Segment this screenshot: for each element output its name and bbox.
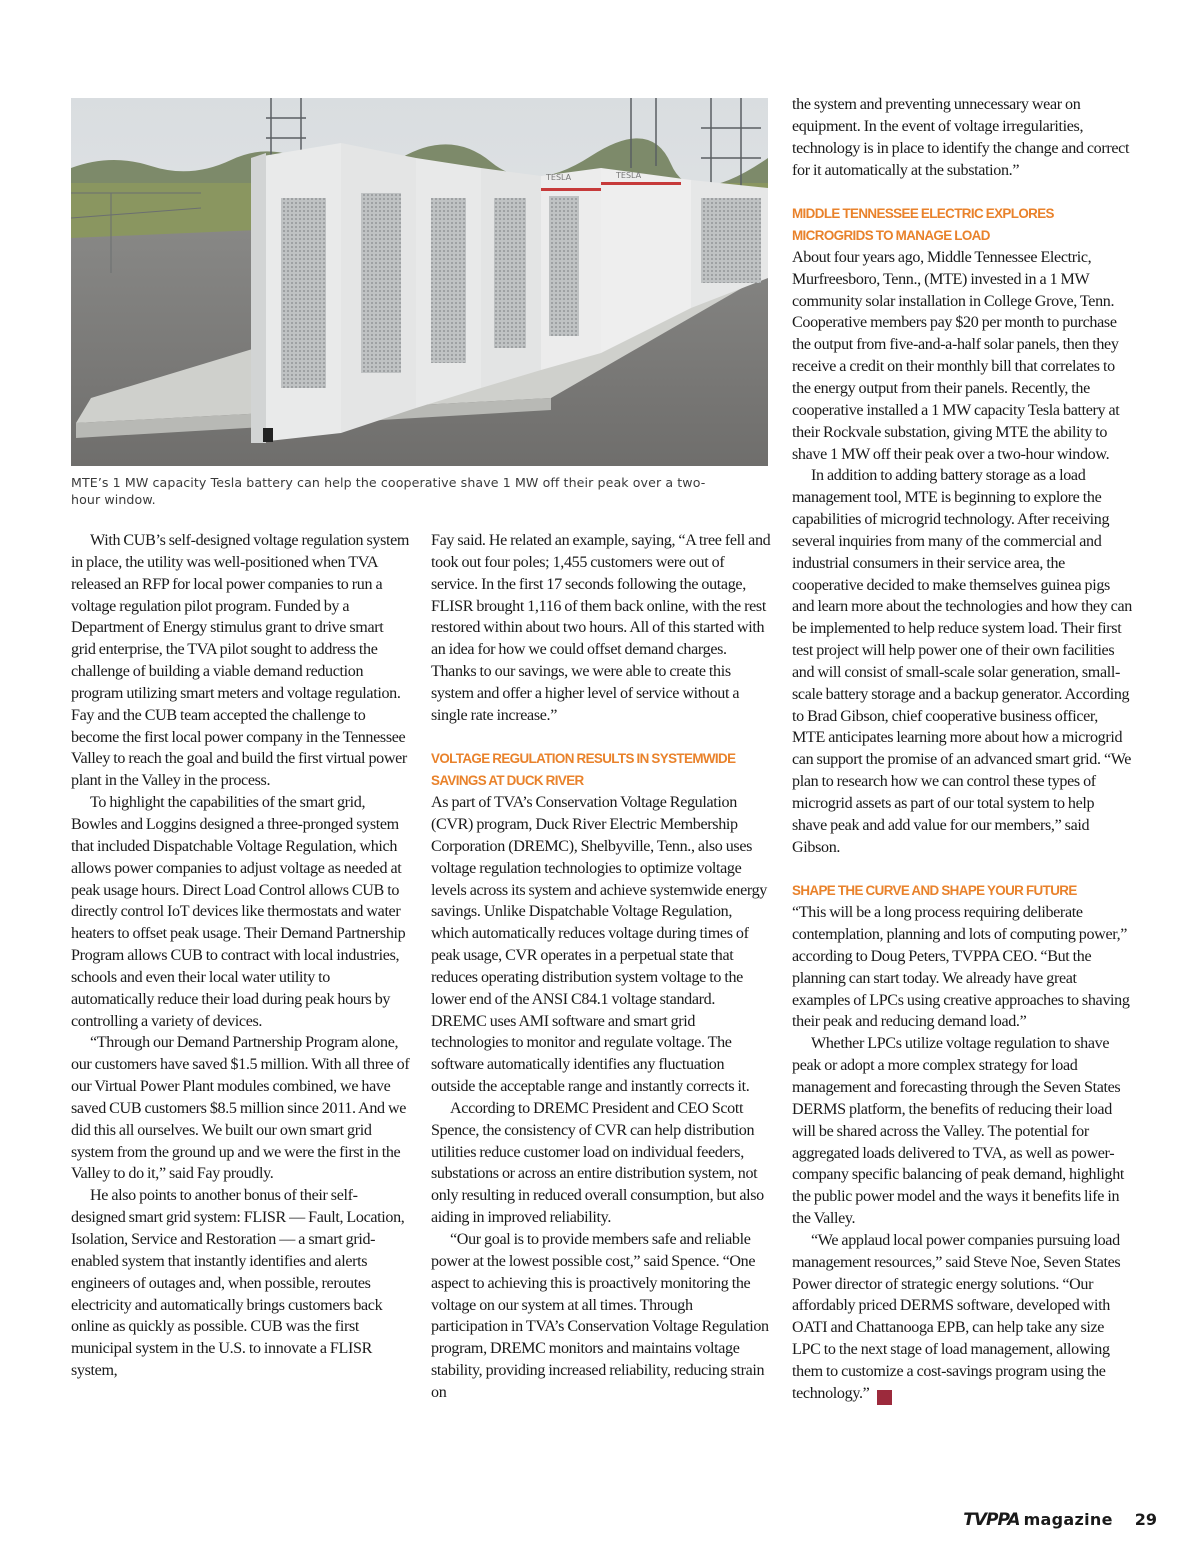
cabinet-brand-text: TESLA: [546, 173, 572, 182]
article-column-2: [431, 530, 771, 1404]
paragraph: Fay said. He related an example, saying, “A tree fell and took out four poles; 1,455 customers were out of service. In the first 17 seconds following the outage, FLISR brought 1,116 of them back online, with the rest restored within about two hours. All of this started with an idea for how we could offset demand charges. Thanks to our savings, we were able to create this system and offer a higher level of service without a single rate increase.”: [431, 532, 771, 724]
page-footer: [963, 1510, 1157, 1530]
article-column-1: [71, 530, 411, 1382]
article-column-3: [792, 94, 1132, 1405]
paragraph: About four years ago, Middle Tennessee Electric, Murfreesboro, Tenn., (MTE) invested in a 1 MW community solar installation in College Grove, Tenn. Cooperative members pay $20 per month to purchase the output from five-and-a-half solar panels, then they receive a credit on their monthly bill that correlates to the energy output from their panels. Recently, the cooperative installed a 1 MW capacity Tesla battery at their Rockvale substation, giving MTE the ability to shave 1 MW off their peak over a two-hour window.: [792, 248, 1120, 463]
cabinet-brand-text-2: TESLA: [616, 171, 642, 180]
footer-magazine: magazine: [1023, 1510, 1113, 1529]
end-mark-icon: T: [877, 1390, 892, 1405]
final-paragraph: [792, 1230, 1132, 1405]
battery-photo: [71, 98, 768, 466]
paragraph: To highlight the capabilities of the smart grid, Bowles and Loggins designed a three-pronged system that included Dispatchable Voltage Regulation, which allows power companies to adjust voltage as needed at peak usage hours. Direct Load Control allows CUB to directly control IoT devices like thermostats and water heaters to offset peak usage. Their Demand Partnership Program allows CUB to contract with local industries, schools and even their local water utility to automatically reduce their load during peak hours by controlling a variety of devices.: [71, 794, 406, 1030]
paragraph: According to DREMC President and CEO Scott Spence, the consistency of CVR can help distribution utilities reduce customer load on individual feeders, substations or across an entire distribution system, not only resulting in reduced overall consumption, but also aiding in improved reliability.: [431, 1099, 764, 1227]
paragraph: He also points to another bonus of their self-designed smart grid system: FLISR — Fault, Location, Isolation, Service and Restoration — a smart grid-enabled system that instantly identifies and alerts engineers of outages and, when possible, reroutes electricity and automatically brings customers back online as quickly as possible. CUB was the first municipal system in the U.S. to innovate a FLISR system,: [71, 1187, 405, 1380]
paragraph: As part of TVA’s Conservation Voltage Regulation (CVR) program, Duck River Electric Membership Corporation (DREMC), Shelbyville, Tenn., also uses voltage regulation technologies to optimize voltage levels across its system and achieve systemwide energy savings. Unlike Dispatchable Voltage Regulation, which automatically reduces voltage during times of peak usage, CVR operates in a perpetual state that reduces operating distribution system voltage to the lower end of the ANSI C84.1 voltage standard. DREMC uses AMI software and smart grid technologies to monitor and regulate voltage. The software automatically identifies any fluctuation outside the acceptable range and instantly corrects it.: [431, 794, 767, 1096]
paragraph: With CUB’s self-designed voltage regulation system in place, the utility was well-positioned when TVA released an RFP for local power companies to run a voltage regulation pilot program. Funded by a Department of Energy stimulus grant to drive smart grid enterprise, the TVA pilot sought to address the challenge of building a viable demand reduction program utilizing smart meters and voltage regulation. Fay and the CUB team accepted the challenge to become the first local power company in the Tennessee Valley to reach the goal and build the first virtual power plant in the Valley in the process.: [71, 532, 410, 790]
page-number: 29: [1134, 1510, 1157, 1529]
section-heading-shape: SHAPE THE CURVE AND SHAPE YOUR FUTURE: [792, 883, 1077, 899]
photo-caption: MTE’s 1 MW capacity Tesla battery can help the cooperative shave 1 MW off their peak over a two-hour window.: [71, 475, 706, 507]
footer-brand: TVPPA: [963, 1510, 1020, 1530]
paragraph: In addition to adding battery storage as a load management tool, MTE is beginning to explore the capabilities of microgrid technology. After receiving several inquiries from many of the commercial and industrial consumers in their service area, the cooperative decided to make themselves guinea pigs and learn more about the technologies and how they can be implemented to help reduce system load. Their first test project will help power one of their own facilities and will consist of small-scale solar generation, small-scale battery storage and a backup generator. According to Brad Gibson, chief cooperative business officer, MTE anticipates learning more about how a microgrid can support the promise of an advanced smart grid. “We plan to research how we can control these types of microgrid assets as part of our total system to help shave peak and add value for our members,” said Gibson.: [792, 467, 1132, 856]
paragraph: the system and preventing unnecessary wear on equipment. In the event of voltage irregularities, technology is in place to identify the change and correct for it automatically at the substation.”: [792, 96, 1130, 179]
paragraph: Whether LPCs utilize voltage regulation to shave peak or adopt a more complex strategy for load management and forecasting through the Seven States DERMS platform, the benefits of reducing their load will be shared across the Valley. The potential for aggregated loads delivered to TVA, as well as power-company specific balancing of peak demand, highlight the public power model and the ways it benefits life in the Valley.: [792, 1035, 1125, 1228]
paragraph: “This will be a long process requiring deliberate contemplation, planning and lots of computing power,” according to Doug Peters, TVPPA CEO. “But the planning can start today. We already have great examples of LPCs using creative approaches to shaving their peak and reducing demand load.”: [792, 904, 1130, 1031]
paragraph: “Our goal is to provide members safe and reliable power at the lowest possible cost,” said Spence. “One aspect to achieving this is proactively monitoring the voltage on our system at all times. Through participation in TVA’s Conservation Voltage Regulation program, DREMC monitors and maintains voltage stability, providing increased reliability, reducing strain on: [431, 1231, 769, 1401]
final-paragraph-text: “We applaud local power companies pursuing load management resources,” said Steve Noe, Seven States Power director of strategic energy solutions. “Our affordably priced DERMS software, developed with OATI and Chattanooga EPB, can help take any size LPC to the next stage of load management, allowing them to customize a cost-savings program using the technology.”: [792, 1231, 1121, 1402]
paragraph: “Through our Demand Partnership Program alone, our customers have saved $1.5 million. With all three of our Virtual Power Plant modules combined, we have saved CUB customers $8.5 million since 2011. And we did this all ourselves. We built our own smart grid system from the ground up and we were the first in the Valley to do it,” said Fay proudly.: [71, 1034, 410, 1183]
photo-illustration: [71, 98, 768, 466]
section-heading-voltage: VOLTAGE REGULATION RESULTS IN SYSTEMWIDE SAVINGS AT DUCK RIVER: [431, 751, 736, 789]
section-heading-mte: MIDDLE TENNESSEE ELECTRIC EXPLORES MICROGRIDS TO MANAGE LOAD: [792, 206, 1054, 244]
